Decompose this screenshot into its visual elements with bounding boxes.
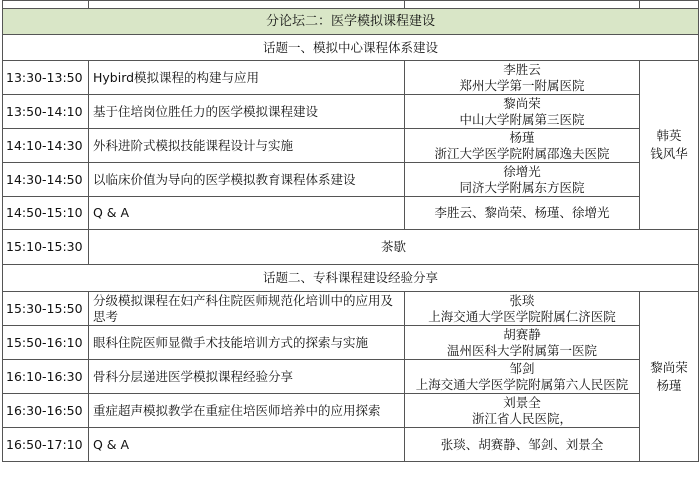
session-title: 外科进阶式模拟技能课程设计与实施 [89,129,405,163]
speaker-affiliation: 浙江省人民医院， [471,410,572,426]
forum-title-row [3,9,699,35]
speaker-affiliation: 中山大学附属第三医院 [459,111,585,127]
speaker-cell [405,326,640,360]
session-title: 分级模拟课程在妇产科住院医师规范化培训中的应用及思考 [89,292,405,326]
qa-row [3,428,699,462]
qa-panel: 张琰、胡赛静、邹剑、刘景全 [440,436,604,452]
speaker-affiliation: 同济大学附属东方医院 [459,179,585,195]
session-title: 骨科分层递进医学模拟课程经验分享 [89,360,405,394]
speaker-name: 黎尚荣 [503,95,541,111]
speaker-name: 李胜云 [503,61,541,77]
session-row [3,95,699,129]
session-title: 重症超声模拟教学在重症住培医师培养中的应用探索 [89,394,405,428]
session-row [3,292,699,326]
speaker-cell [405,95,640,129]
schedule-table [2,0,699,462]
session-row [3,394,699,428]
speaker-affiliation: 上海交通大学医学院附属仁济医院 [428,308,616,324]
session-time: 15:50-16:10 [3,326,89,360]
session-title: 基于住培岗位胜任力的医学模拟课程建设 [89,95,405,129]
tea-break-label: 茶歇 [89,230,699,265]
session-time: 16:50-17:10 [3,428,89,462]
session-time: 13:50-14:10 [3,95,89,129]
session-title: 以临床价值为导向的医学模拟教育课程体系建设 [89,163,405,197]
moderator-name: 钱风华 [650,146,688,161]
moderator-cell [640,292,699,462]
speaker-cell [405,163,640,197]
speaker-cell [405,292,640,326]
topic-row [3,35,699,61]
speaker-name: 张琰 [509,292,535,308]
session-time: 15:30-15:50 [3,292,89,326]
session-title: 眼科住院医师显微手术技能培训方式的探索与实施 [89,326,405,360]
speaker-name: 胡赛静 [503,326,541,342]
tea-break-row [3,230,699,265]
topic-title: 话题一、模拟中心课程体系建设 [3,35,699,61]
speaker-cell [405,428,640,462]
speaker-name: 刘景全 [503,394,541,410]
speaker-name: 杨瑾 [509,129,535,145]
session-time: 14:30-14:50 [3,163,89,197]
session-time: 14:10-14:30 [3,129,89,163]
moderator-cell [640,61,699,230]
session-time: 16:30-16:50 [3,394,89,428]
session-row [3,326,699,360]
speaker-cell [405,360,640,394]
speaker-affiliation: 郑州大学第一附属医院 [459,77,585,93]
speaker-cell [405,197,640,230]
tea-break-time: 15:10-15:30 [3,230,89,265]
session-time: 14:50-15:10 [3,197,89,230]
session-time: 13:30-13:50 [3,61,89,95]
moderator-name: 杨瑾 [656,377,682,393]
forum-title: 分论坛二：医学模拟课程建设 [3,9,699,35]
speaker-cell [405,129,640,163]
moderator-name: 黎尚荣 [650,359,688,375]
session-title: Q & A [89,197,405,230]
speaker-cell [405,61,640,95]
session-row [3,360,699,394]
qa-row [3,197,699,230]
moderator-name: 韩英 [656,128,682,143]
session-row [3,163,699,197]
topic-title: 话题二、专科课程建设经验分享 [3,265,699,292]
speaker-name: 邹剑 [509,360,535,376]
speaker-affiliation: 浙江大学医学院附属邵逸夫医院 [434,145,610,161]
session-title: Hybird模拟课程的构建与应用 [89,61,405,95]
session-row [3,61,699,95]
top-cut-row [3,1,699,9]
qa-panel: 李胜云、黎尚荣、杨瑾、徐增光 [434,205,610,220]
speaker-affiliation: 温州医科大学附属第一医院 [446,342,597,358]
session-title: Q & A [89,428,405,462]
session-row [3,129,699,163]
topic-row [3,265,699,292]
speaker-name: 徐增光 [503,163,541,179]
speaker-cell [405,394,640,428]
speaker-affiliation: 上海交通大学医学院附属第六人民医院 [415,376,629,392]
session-time: 16:10-16:30 [3,360,89,394]
